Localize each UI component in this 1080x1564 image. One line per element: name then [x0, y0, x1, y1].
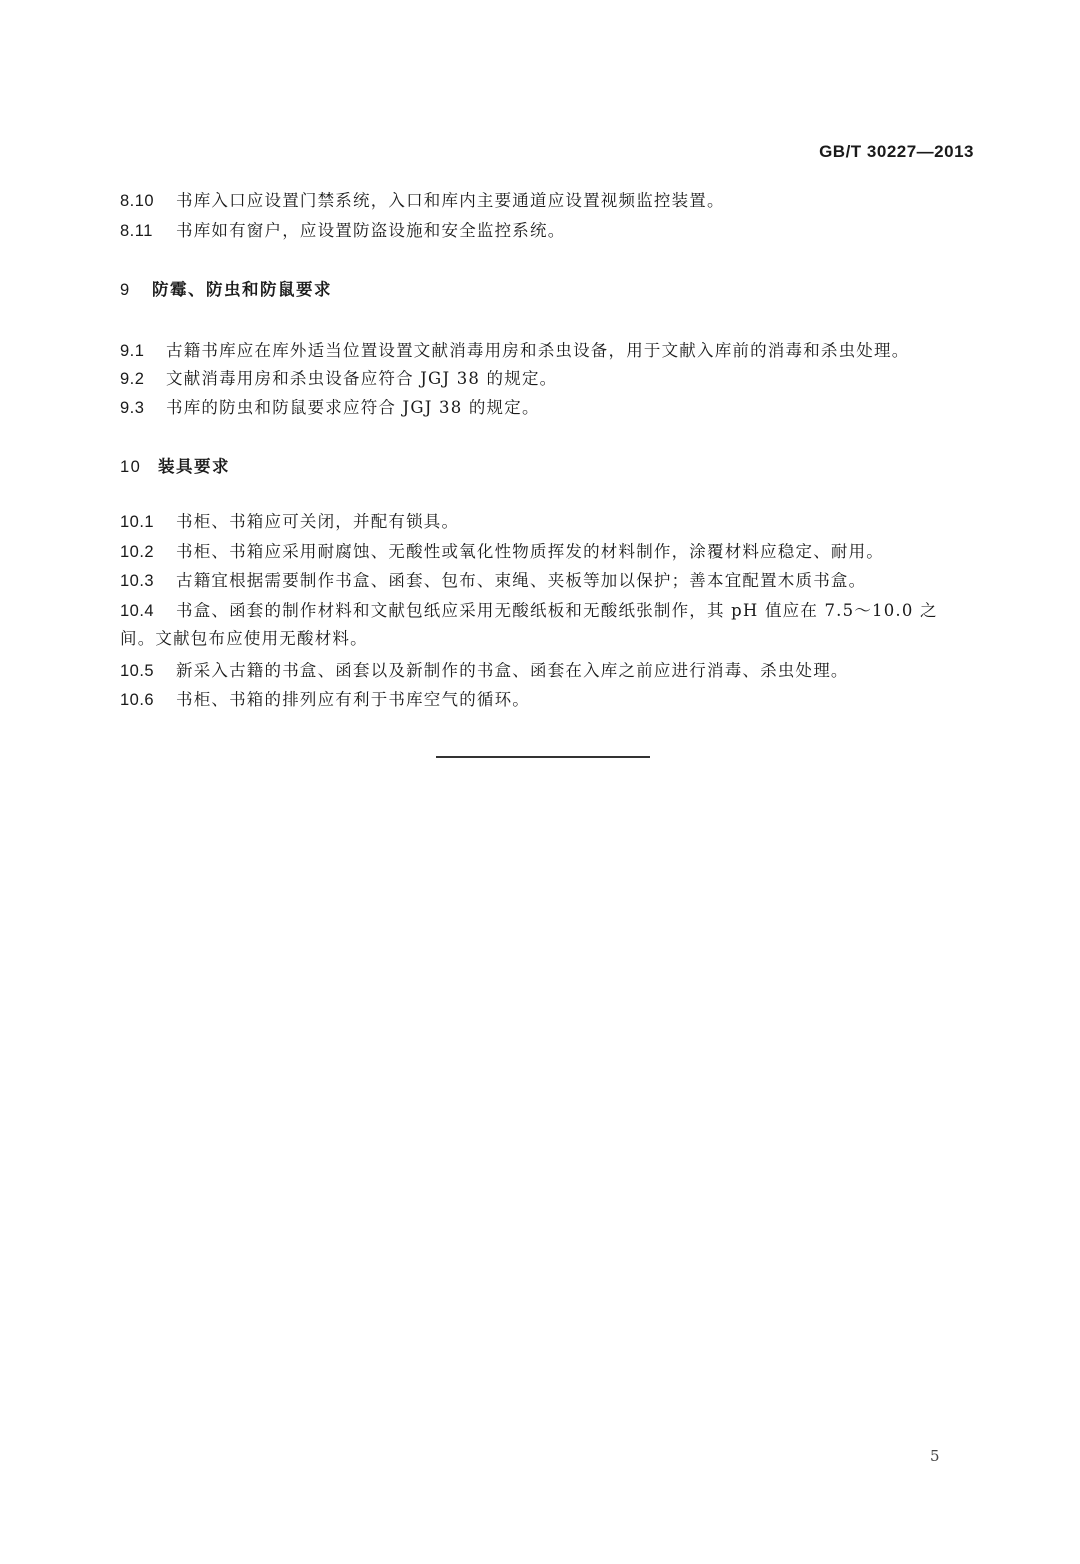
clause-8-11: [120, 216, 970, 246]
clause-text: 书库的防虫和防鼠要求应符合 JGJ 38 的规定。: [166, 398, 540, 417]
clause-number: 9.1: [120, 342, 145, 360]
clause-text: 书柜、书箱应采用耐腐蚀、无酸性或氧化性物质挥发的材料制作，涂覆材料应稳定、耐用。: [176, 542, 884, 561]
section-title: 装具要求: [158, 457, 230, 476]
clause-number: 8.11: [120, 222, 153, 240]
clause-10-1: [120, 507, 970, 537]
section-heading-9: [120, 276, 332, 300]
section-number: 10: [120, 458, 142, 476]
clause-10-2: [120, 537, 970, 567]
clause-text: 书柜、书箱应可关闭，并配有锁具。: [176, 512, 460, 531]
clause-9-3: [120, 393, 970, 423]
clause-number: 9.3: [120, 399, 145, 417]
section-title: 防霉、防虫和防鼠要求: [152, 280, 332, 299]
clause-number: 10.5: [120, 662, 155, 680]
clause-text: 书柜、书箱的排列应有利于书库空气的循环。: [176, 690, 530, 709]
clause-text: 古籍宜根据需要制作书盒、函套、包布、束绳、夹板等加以保护；善本宜配置木质书盒。: [176, 571, 867, 590]
clause-10-3: [120, 566, 970, 596]
clause-number: 10.6: [120, 691, 155, 709]
clause-text: 书盒、函套的制作材料和文献包纸应采用无酸纸板和无酸纸张制作，其 pH 值应在 7.5～10.0 之间。文献包布应使用无酸材料。: [120, 601, 938, 648]
clause-9-2: [120, 364, 970, 394]
clause-number: 10.3: [120, 572, 155, 590]
clause-9-1: [120, 336, 970, 366]
clause-10-6: [120, 685, 970, 715]
clause-number: 8.10: [120, 192, 155, 210]
clause-8-10: [120, 186, 970, 216]
section-number: 9: [120, 281, 131, 299]
page-number: 5: [930, 1447, 940, 1465]
clause-text: 新采入古籍的书盒、函套以及新制作的书盒、函套在入库之前应进行消毒、杀虫处理。: [176, 661, 849, 680]
section-heading-10: [120, 453, 230, 477]
clause-10-5: [120, 656, 970, 686]
clause-number: 10.4: [120, 602, 155, 620]
clause-text: 古籍书库应在库外适当位置设置文献消毒用房和杀虫设备，用于文献入库前的消毒和杀虫处理。: [166, 341, 910, 360]
clause-text: 文献消毒用房和杀虫设备应符合 JGJ 38 的规定。: [166, 369, 558, 388]
end-of-document-rule: [436, 756, 650, 758]
standard-code: GB/T 30227—2013: [819, 142, 974, 161]
clause-text: 书库入口应设置门禁系统，入口和库内主要通道应设置视频监控装置。: [176, 191, 725, 210]
clause-number: 10.2: [120, 543, 155, 561]
clause-text: 书库如有窗户，应设置防盗设施和安全监控系统。: [176, 221, 566, 240]
clause-number: 10.1: [120, 513, 155, 531]
clause-10-4: [120, 597, 970, 653]
clause-number: 9.2: [120, 370, 145, 388]
